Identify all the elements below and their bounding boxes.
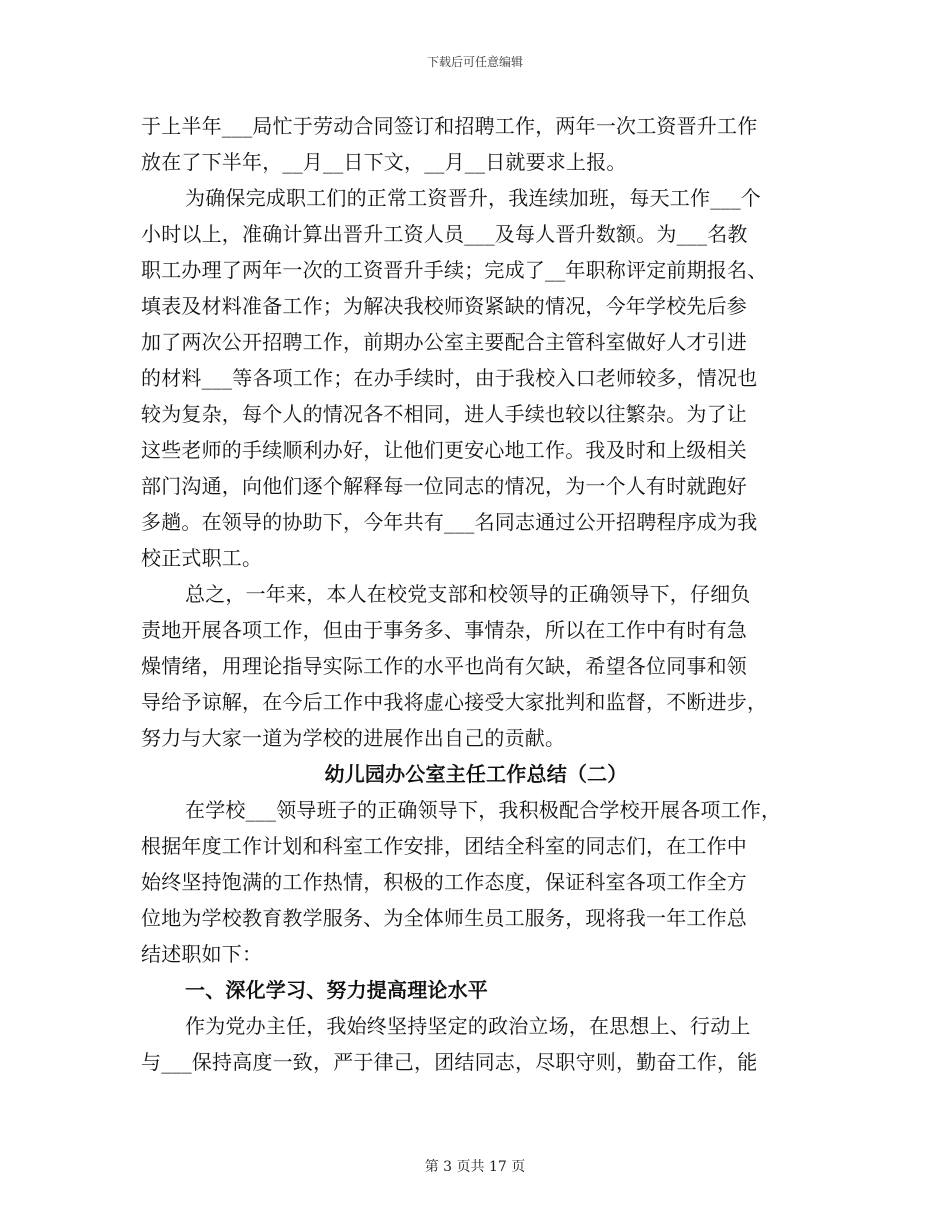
page-footer: 第 3 页共 17 页 [424, 1159, 526, 1175]
body-line: 小时以上，准确计算出晋升工资人员___及每人晋升数额。为___名教 [141, 222, 748, 246]
body-line: 为确保完成职工们的正常工资晋升，我连续加班，每天工作___个 [185, 186, 761, 210]
body-line: 这些老师的手续顺利办好，让他们更安心地工作。我及时和上级相关 [141, 438, 747, 462]
body-line: 根据年度工作计划和科室工作安排，团结全科室的同志们，在工作中 [141, 834, 747, 858]
body-line: 总之，一年来，本人在校党支部和校领导的正确领导下，仔细负 [185, 582, 751, 606]
body-line: 放在了下半年，__月__日下文，__月__日就要求上报。 [141, 150, 627, 174]
section-title: 幼儿园办公室主任工作总结（二） [324, 762, 628, 786]
body-line: 责地开展各项工作，但由于事务多、事情杂，所以在工作中有时有急 [141, 618, 747, 642]
body-line: 导给予谅解，在今后工作中我将虚心接受大家批判和监督，不断进步， [141, 690, 768, 714]
document-body [141, 108, 811, 1080]
body-line: 部门沟通，向他们逐个解释每一位同志的情况，为一个人有时就跑好 [141, 474, 747, 498]
body-line: 校正式职工。 [141, 546, 263, 570]
body-line: 结述职如下： [141, 942, 263, 966]
body-line: 作为党办主任，我始终坚持坚定的政治立场，在思想上、行动上 [185, 1014, 751, 1038]
page-header: 下载后可任意编辑 [426, 55, 523, 69]
body-line: 位地为学校教育教学服务、为全体师生员工服务，现将我一年工作总 [141, 906, 747, 930]
body-line: 填表及材料准备工作；为解决我校师资紧缺的情况，今年学校先后参 [141, 294, 747, 318]
body-line: 加了两次公开招聘工作，前期办公室主要配合主管科室做好人才引进 [141, 330, 747, 354]
body-line: 多趟。在领导的协助下，今年共有___名同志通过公开招聘程序成为我 [141, 510, 758, 534]
body-line: 努力与大家一道为学校的进展作出自己的贡献。 [141, 726, 566, 750]
body-line: 始终坚持饱满的工作热情，积极的工作态度，保证科室各项工作全方 [141, 870, 747, 894]
body-line: 职工办理了两年一次的工资晋升手续；完成了__年职称评定前期报名、 [141, 258, 768, 282]
body-line: 燥情绪，用理论指导实际工作的水平也尚有欠缺，希望各位同事和领 [141, 654, 747, 678]
body-line: 与___保持高度一致，严于律己，团结同志，尽职守则，勤奋工作，能 [141, 1050, 758, 1074]
body-line: 在学校___领导班子的正确领导下，我积极配合学校开展各项工作， [185, 798, 782, 822]
body-line: 较为复杂，每个人的情况各不相同，进人手续也较以往繁杂。为了让 [141, 402, 747, 426]
body-line: 于上半年___局忙于劳动合同签订和招聘工作，两年一次工资晋升工作 [141, 114, 758, 138]
subsection-heading: 一、深化学习、努力提高理论水平 [185, 978, 488, 1002]
body-line: 的材料___等各项工作；在办手续时，由于我校入口老师较多，情况也 [141, 366, 758, 390]
